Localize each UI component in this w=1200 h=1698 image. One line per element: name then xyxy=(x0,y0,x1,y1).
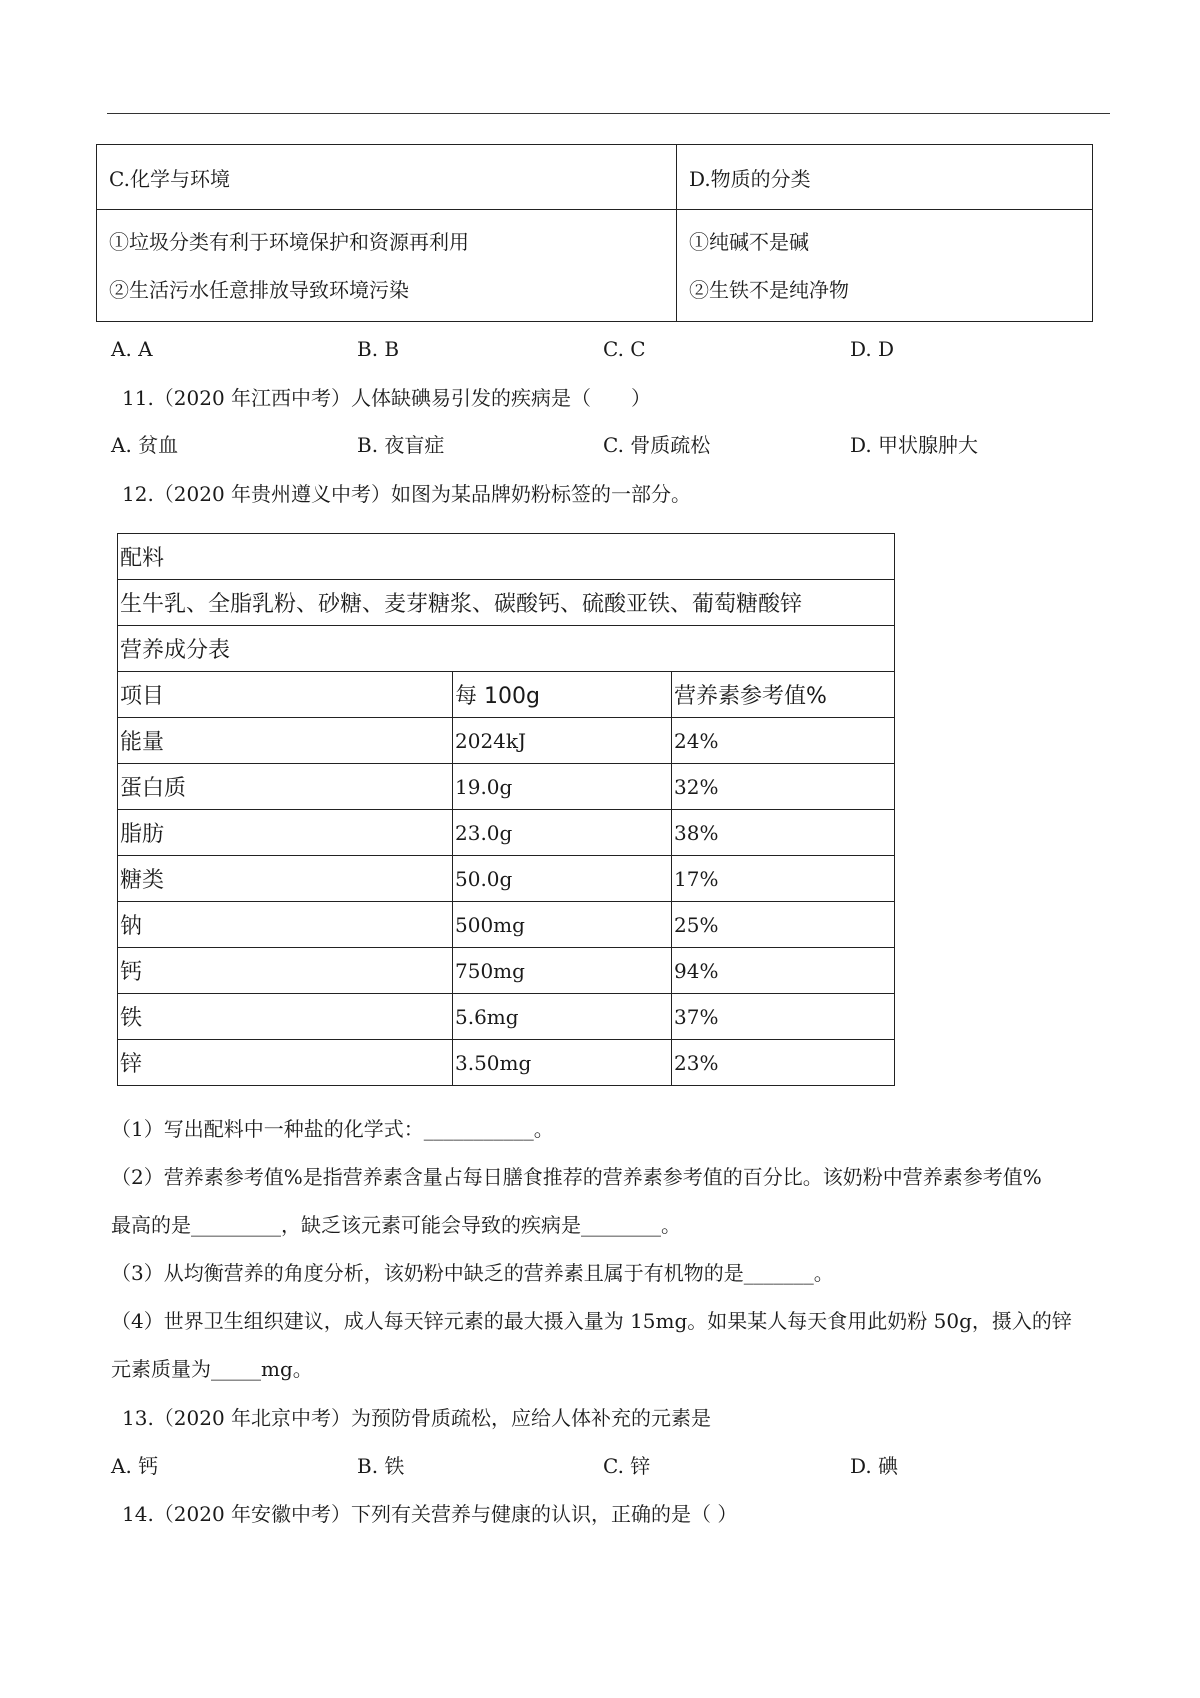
nutrient-amount: 5.6mg xyxy=(453,994,672,1040)
nutrient-nrv: 25% xyxy=(672,902,895,948)
q11-option-b: B. 夜盲症 xyxy=(357,433,445,457)
header-rule xyxy=(107,113,1110,114)
q11-option-a: A. 贫血 xyxy=(111,433,179,457)
q13-option-a: A. 钙 xyxy=(111,1454,159,1478)
nutrient-nrv: 32% xyxy=(672,764,895,810)
nutrient-name: 糖类 xyxy=(118,856,453,902)
q11-option-c: C. 骨质疏松 xyxy=(603,433,711,457)
nutrient-amount: 2024kJ xyxy=(453,718,672,764)
q13-option-b: B. 铁 xyxy=(357,1454,405,1478)
q11-option-d: D. 甲状腺肿大 xyxy=(850,433,979,457)
answer-table-cd xyxy=(96,144,1093,322)
q12-stem: 12.（2020 年贵州遵义中考）如图为某品牌奶粉标签的一部分。 xyxy=(122,482,692,506)
table-row xyxy=(118,994,895,1040)
q13-stem: 13.（2020 年北京中考）为预防骨质疏松，应给人体补充的元素是 xyxy=(122,1406,712,1430)
nutrient-nrv: 94% xyxy=(672,948,895,994)
q12-sub4-line1: （4）世界卫生组织建议，成人每天锌元素的最大摄入量为 15mg。如果某人每天食用此奶粉 50g，摄入的锌 xyxy=(111,1309,1072,1333)
table-row xyxy=(118,810,895,856)
nutrient-nrv: 23% xyxy=(672,1040,895,1086)
column-header-item: 项目 xyxy=(118,672,453,718)
q10-option-d: D. D xyxy=(850,337,895,361)
q13-option-c: C. 锌 xyxy=(603,1454,651,1478)
q12-sub4-line2: 元素质量为_____mg。 xyxy=(111,1357,313,1381)
q12-sub1: （1）写出配料中一种盐的化学式：___________。 xyxy=(111,1117,554,1141)
q11-stem: 11.（2020 年江西中考）人体缺碘易引发的疾病是（ ） xyxy=(122,386,652,410)
table-row xyxy=(118,764,895,810)
nutrient-name: 钠 xyxy=(118,902,453,948)
q12-sub2-line2: 最高的是_________，缺乏该元素可能会导致的疾病是________。 xyxy=(111,1213,681,1237)
nutrient-amount: 750mg xyxy=(453,948,672,994)
nutrient-name: 蛋白质 xyxy=(118,764,453,810)
nutrient-name: 能量 xyxy=(118,718,453,764)
table-row xyxy=(118,856,895,902)
milk-powder-label-table xyxy=(117,533,895,1086)
q10-option-c: C. C xyxy=(603,337,646,361)
table-header-c: C.化学与环境 xyxy=(97,145,677,210)
nutrient-amount: 19.0g xyxy=(453,764,672,810)
list-item: ①垃圾分类有利于环境保护和资源再利用 xyxy=(109,229,469,254)
list-item: ②生铁不是纯净物 xyxy=(689,277,849,302)
q12-sub2-line1: （2）营养素参考值%是指营养素含量占每日膳食推荐的营养素参考值的百分比。该奶粉中营养素参考值% xyxy=(111,1165,1042,1189)
table-header-d: D.物质的分类 xyxy=(677,145,1093,210)
nutrient-nrv: 24% xyxy=(672,718,895,764)
table-cell-c xyxy=(97,210,677,322)
nutrient-nrv: 38% xyxy=(672,810,895,856)
q10-option-a: A. A xyxy=(111,337,153,361)
nutrition-title: 营养成分表 xyxy=(118,626,895,672)
column-header-nrv: 营养素参考值% xyxy=(672,672,895,718)
q14-stem: 14.（2020 年安徽中考）下列有关营养与健康的认识，正确的是（ ） xyxy=(122,1502,738,1526)
nutrient-name: 钙 xyxy=(118,948,453,994)
nutrient-amount: 3.50mg xyxy=(453,1040,672,1086)
column-header-per-100g: 每 100g xyxy=(453,672,672,718)
ingredients-list: 生牛乳、全脂乳粉、砂糖、麦芽糖浆、碳酸钙、硫酸亚铁、葡萄糖酸锌 xyxy=(118,580,895,626)
table-row xyxy=(118,718,895,764)
nutrient-amount: 23.0g xyxy=(453,810,672,856)
nutrient-name: 锌 xyxy=(118,1040,453,1086)
list-item: ②生活污水任意排放导致环境污染 xyxy=(109,277,409,302)
ingredients-title: 配料 xyxy=(118,534,895,580)
table-cell-d xyxy=(677,210,1093,322)
nutrient-name: 铁 xyxy=(118,994,453,1040)
nutrient-amount: 50.0g xyxy=(453,856,672,902)
q13-option-d: D. 碘 xyxy=(850,1454,899,1478)
nutrient-amount: 500mg xyxy=(453,902,672,948)
table-row xyxy=(118,902,895,948)
table-row xyxy=(118,948,895,994)
q12-sub3: （3）从均衡营养的角度分析，该奶粉中缺乏的营养素且属于有机物的是_______。 xyxy=(111,1261,834,1285)
nutrient-nrv: 17% xyxy=(672,856,895,902)
list-item: ①纯碱不是碱 xyxy=(689,229,809,254)
table-row xyxy=(118,1040,895,1086)
nutrient-nrv: 37% xyxy=(672,994,895,1040)
q10-option-b: B. B xyxy=(357,337,400,361)
nutrient-name: 脂肪 xyxy=(118,810,453,856)
